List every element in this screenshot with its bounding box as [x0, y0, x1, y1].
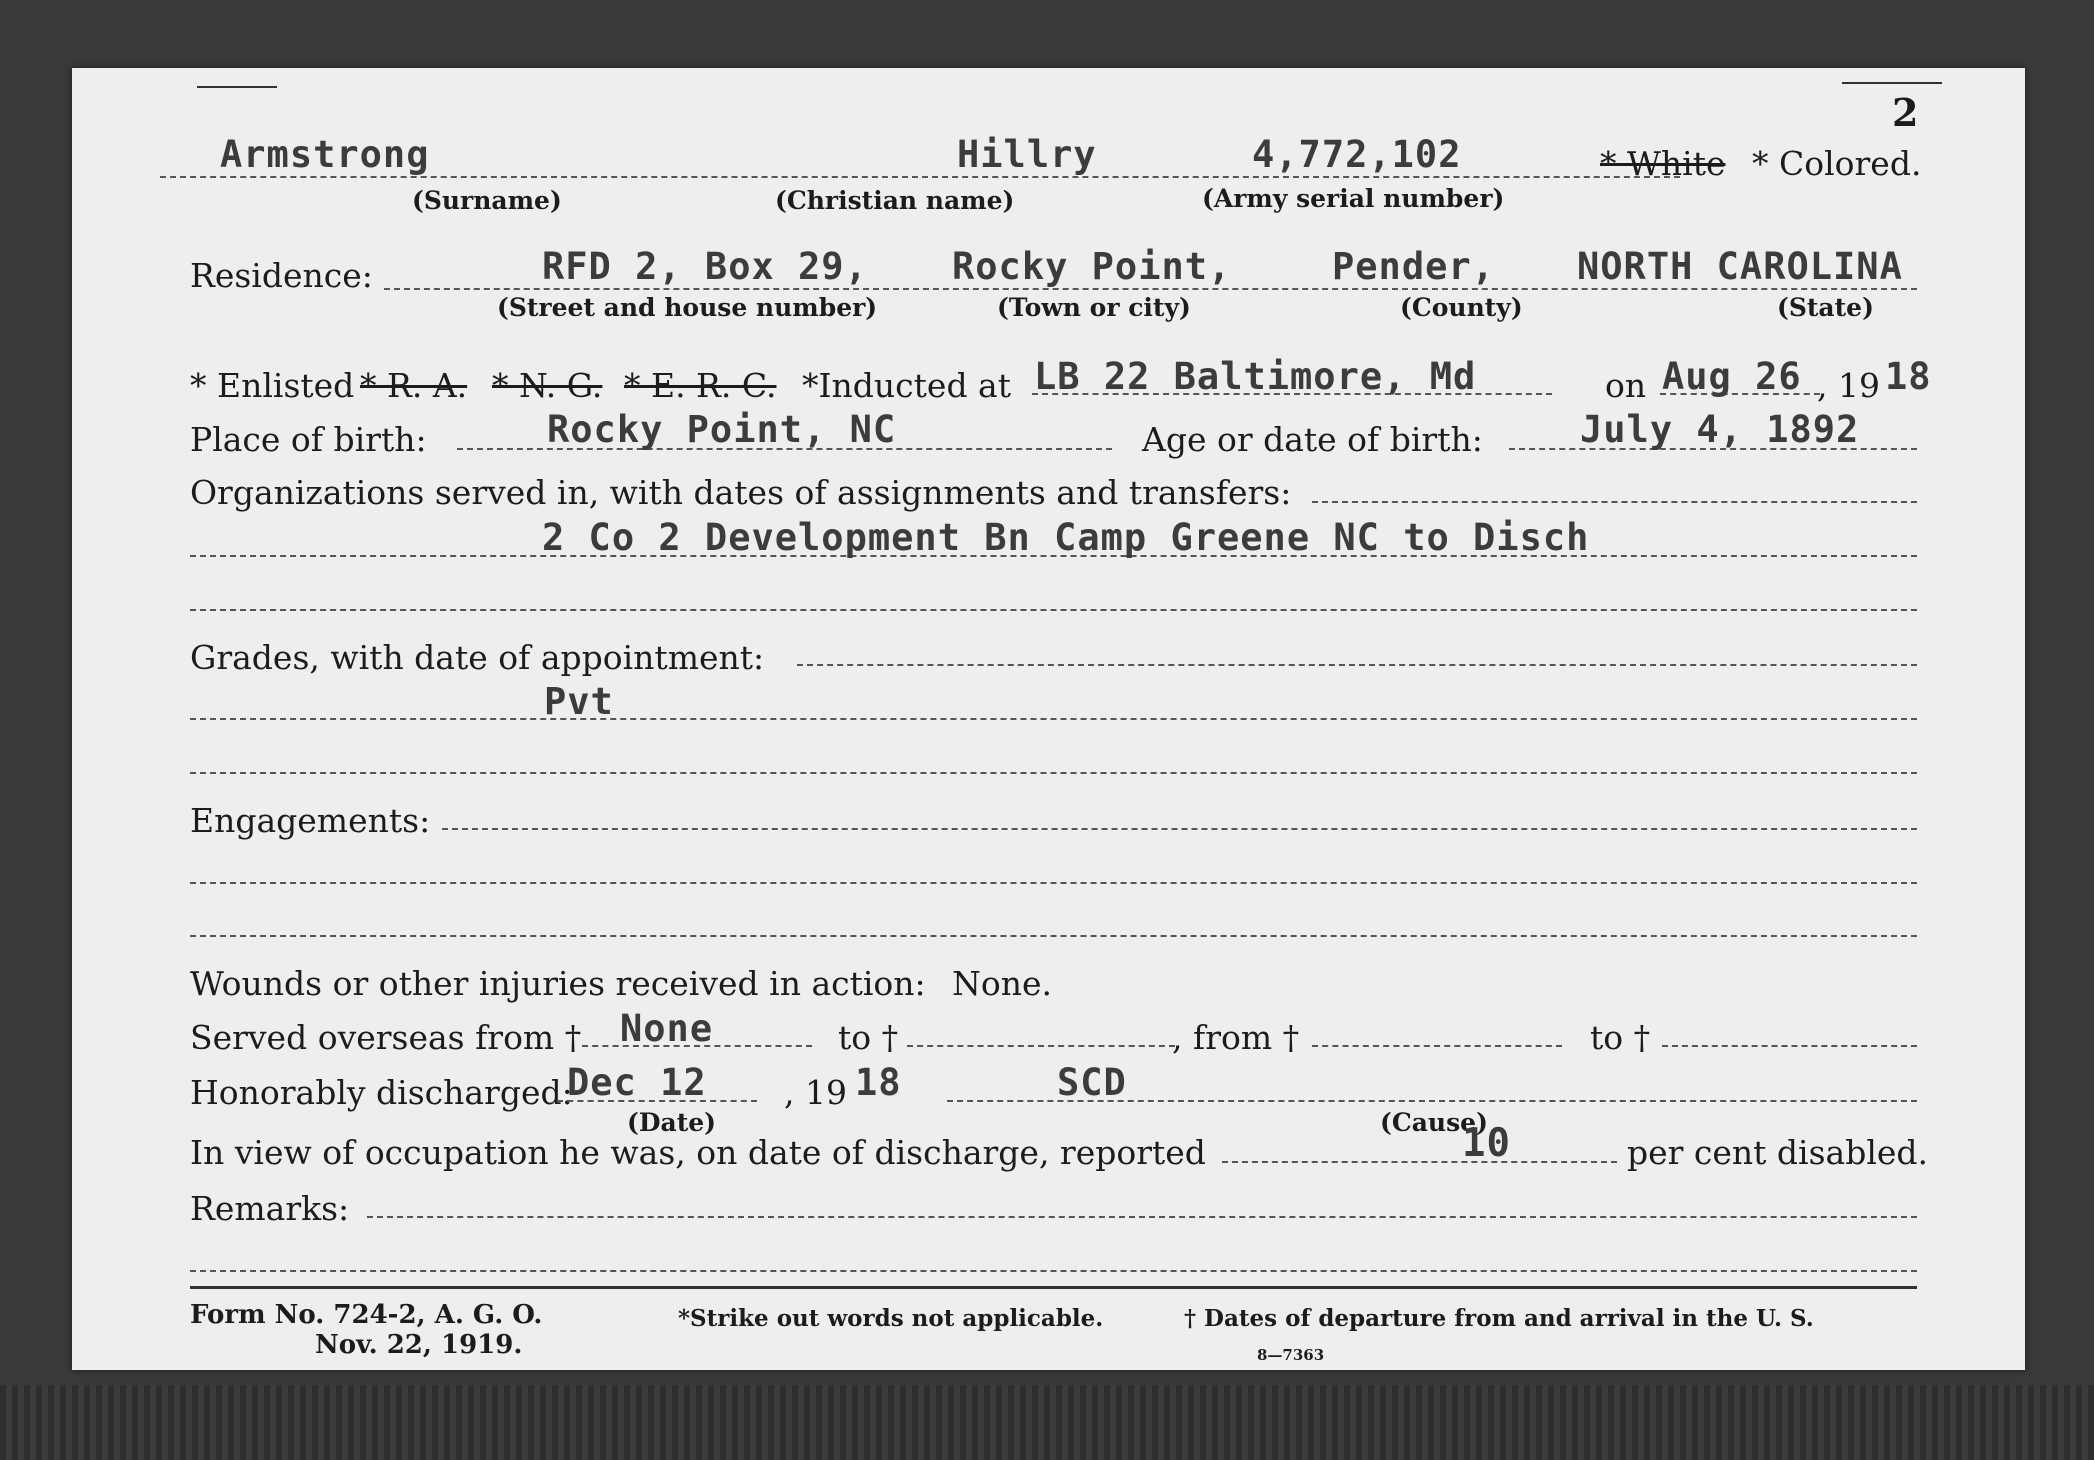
form-date: Nov. 22, 1919.	[315, 1330, 523, 1360]
induction-year-prefix: , 19	[1817, 366, 1880, 405]
organizations-value: 2 Co 2 Development Bn Camp Greene NC to Disch	[542, 516, 1590, 559]
county-caption: (County)	[1400, 293, 1523, 322]
top-right-rule	[1842, 82, 1942, 84]
christian-name-caption: (Christian name)	[775, 186, 1015, 215]
serial-number-value: 4,772,102	[1252, 133, 1462, 176]
background-strip	[0, 1385, 2094, 1460]
enlisted-label: * Enlisted	[190, 366, 355, 405]
overseas-from-value: None	[620, 1007, 714, 1050]
engagements-label: Engagements:	[190, 801, 431, 840]
remarks-label: Remarks:	[190, 1189, 350, 1228]
organizations-line-3	[190, 609, 1917, 611]
overseas-to-label-2: to †	[1590, 1018, 1651, 1057]
grades-line-2	[190, 718, 1917, 720]
residence-county: Pender,	[1332, 245, 1495, 288]
overseas-from-line-2	[1312, 1045, 1562, 1047]
cause-caption: (Cause)	[1380, 1108, 1488, 1137]
grades-label: Grades, with date of appointment:	[190, 638, 765, 677]
residence-state: NORTH CAROLINA	[1577, 245, 1903, 288]
footer-rule	[190, 1286, 1917, 1289]
overseas-to-label-1: to †	[838, 1018, 899, 1057]
street-caption: (Street and house number)	[497, 293, 878, 322]
residence-label: Residence:	[190, 256, 373, 295]
ng-label: * N. G.	[492, 366, 603, 405]
honorably-discharged-label: Honorably discharged:	[190, 1073, 573, 1112]
discharge-year-suffix: 18	[855, 1061, 902, 1104]
on-label: on	[1605, 366, 1647, 405]
inducted-at-label: *Inducted at	[802, 366, 1011, 405]
place-of-birth-value: Rocky Point, NC	[547, 408, 897, 451]
wounds-label: Wounds or other injuries received in action:	[190, 964, 926, 1003]
date-of-birth-value: July 4, 1892	[1580, 408, 1860, 451]
ra-label: * R. A.	[360, 366, 468, 405]
print-code: 8—7363	[1257, 1346, 1325, 1364]
residence-town: Rocky Point,	[952, 245, 1232, 288]
discharge-cause: SCD	[1057, 1061, 1127, 1104]
state-caption: (State)	[1777, 293, 1874, 322]
place-of-birth-label: Place of birth:	[190, 420, 427, 459]
remarks-line-1	[367, 1216, 1917, 1218]
occupation-label: In view of occupation he was, on date of discharge, reported	[190, 1133, 1206, 1172]
remarks-line-2	[190, 1270, 1917, 1272]
name-line	[160, 176, 1680, 178]
erc-label: * E. R. C.	[624, 366, 777, 405]
residence-line	[384, 288, 1917, 290]
per-cent-disabled-label: per cent disabled.	[1627, 1133, 1929, 1172]
wounds-value: None.	[952, 964, 1053, 1003]
grades-line-1	[797, 664, 1917, 666]
top-left-rule	[197, 86, 277, 88]
age-dob-label: Age or date of birth:	[1142, 420, 1483, 459]
page-number: 2	[1892, 90, 1919, 135]
percent-disabled-value: 10	[1462, 1121, 1511, 1166]
serial-caption: (Army serial number)	[1202, 184, 1505, 213]
grade-value: Pvt	[544, 680, 614, 723]
grades-line-3	[190, 772, 1917, 774]
engagements-line-1	[442, 828, 1917, 830]
induction-year-suffix: 18	[1885, 355, 1932, 398]
race-colored: * Colored.	[1752, 144, 1922, 183]
christian-name-value: Hillry	[957, 133, 1097, 176]
dagger-note: † Dates of departure from and arrival in the U. S.	[1184, 1305, 1814, 1332]
town-caption: (Town or city)	[997, 293, 1191, 322]
engagements-line-2	[190, 882, 1917, 884]
residence-street: RFD 2, Box 29,	[542, 245, 868, 288]
overseas-from-label: Served overseas from †	[190, 1018, 582, 1057]
induction-date: Aug 26	[1662, 355, 1802, 398]
date-caption: (Date)	[627, 1108, 716, 1137]
overseas-to-line-1	[907, 1045, 1175, 1047]
organizations-label: Organizations served in, with dates of assignments and transfers:	[190, 473, 1292, 512]
discharge-date: Dec 12	[567, 1061, 707, 1104]
discharge-year-prefix: , 19	[784, 1073, 847, 1112]
overseas-from-label-2: , from †	[1172, 1018, 1300, 1057]
percent-disabled-line	[1222, 1161, 1617, 1163]
surname-value: Armstrong	[220, 133, 430, 176]
race-white: * White	[1600, 144, 1726, 183]
service-record-card	[72, 68, 2025, 1370]
overseas-to-line-2	[1662, 1045, 1917, 1047]
form-number: Form No. 724-2, A. G. O.	[190, 1300, 543, 1330]
engagements-line-3	[190, 935, 1917, 937]
organizations-line-1	[1312, 501, 1917, 503]
surname-caption: (Surname)	[412, 186, 562, 215]
strike-note: *Strike out words not applicable.	[678, 1305, 1104, 1332]
inducted-place: LB 22 Baltimore, Md	[1034, 355, 1477, 398]
